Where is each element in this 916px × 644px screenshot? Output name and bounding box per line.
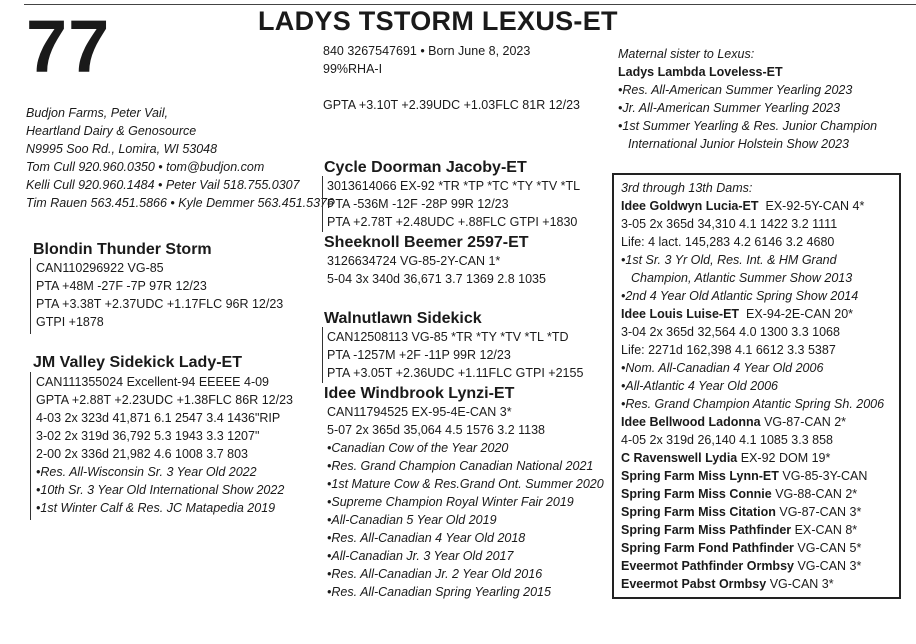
consignor-line: Tim Rauen 563.451.5866 • Kyle Demmer 563.451.5376 bbox=[26, 196, 334, 210]
dam-entry-class: EX-CAN 8* bbox=[794, 523, 858, 537]
dam-entry-class: VG-87-CAN 2* bbox=[764, 415, 847, 429]
dams-dam-details bbox=[327, 403, 604, 601]
dam-entry-class: VG-CAN 3* bbox=[797, 559, 862, 573]
sire-detail-line: PTA +48M -27F -7P 97R 12/23 bbox=[36, 279, 207, 293]
dam-entry-note: •Nom. All-Canadian 4 Year Old 2006 bbox=[621, 361, 824, 375]
consignor-line: Heartland Dairy & Genosource bbox=[26, 124, 197, 138]
top-rule bbox=[24, 4, 916, 5]
dam-note: •1st Winter Calf & Res. JC Matapedia 2019 bbox=[36, 501, 276, 515]
sire-details bbox=[36, 259, 283, 331]
dam-entry-short bbox=[621, 467, 884, 485]
sire-name: Blondin Thunder Storm bbox=[33, 241, 212, 258]
sires-sire-detail-line: PTA +2.78T +2.48UDC +.88FLC GTPI +1830 bbox=[327, 215, 578, 229]
dam-entry-note: •2nd 4 Year Old Atlantic Spring Show 2014 bbox=[621, 289, 859, 303]
registration-line: 840 3267547691 • Born June 8, 2023 bbox=[323, 44, 531, 58]
dam-entry-goldwyn bbox=[621, 197, 884, 215]
dam-entry-class: VG-CAN 5* bbox=[797, 541, 862, 555]
animal-name-title: LADYS TSTORM LEXUS-ET bbox=[258, 6, 618, 36]
dam-entry-name: Spring Farm Miss Connie bbox=[621, 487, 772, 501]
dams-dam-detail-line: 5-07 2x 365d 35,064 4.5 1576 3.2 1138 bbox=[327, 423, 546, 437]
dam-entry-record: Life: 2271d 162,398 4.1 6612 3.3 5387 bbox=[621, 343, 836, 357]
dam-entry-record: 3-04 2x 365d 32,564 4.0 1300 3.3 1068 bbox=[621, 325, 840, 339]
sires-sire-name: Cycle Doorman Jacoby-ET bbox=[324, 159, 527, 176]
dam-entry-louise bbox=[621, 305, 884, 323]
dams-dam-note: •Canadian Cow of the Year 2020 bbox=[327, 441, 509, 455]
dams-dam-name: Idee Windbrook Lynzi-ET bbox=[324, 385, 515, 402]
dams-dam-note: •Res. All-Canadian 4 Year Old 2018 bbox=[327, 531, 526, 545]
dam-entry-name: Spring Farm Miss Citation bbox=[621, 505, 776, 519]
lot-number: 77 bbox=[26, 5, 111, 88]
sires-sire-bracket bbox=[322, 176, 323, 232]
consignor-line: Budjon Farms, Peter Vail, bbox=[26, 106, 168, 120]
dam-detail-line: CAN111355024 Excellent-94 EEEEE 4-09 bbox=[36, 375, 270, 389]
dams-dam-note: •All-Canadian Jr. 3 Year Old 2017 bbox=[327, 549, 514, 563]
dam-entry-short bbox=[621, 539, 884, 557]
dams-sire-details bbox=[327, 328, 583, 382]
dam-entry-short bbox=[621, 485, 884, 503]
dam-entry-class: EX-92-5Y-CAN 4* bbox=[765, 199, 865, 213]
maternal-sister-heading: Maternal sister to Lexus: bbox=[618, 47, 755, 61]
dams-dam-note: •Res. All-Canadian Jr. 2 Year Old 2016 bbox=[327, 567, 543, 581]
dam-entry-class: VG-CAN 3* bbox=[769, 577, 834, 591]
dam-entry-note: •1st Sr. 3 Yr Old, Res. Int. & HM Grand bbox=[621, 253, 837, 267]
dams-dam-note: •Supreme Champion Royal Winter Fair 2019 bbox=[327, 495, 574, 509]
sires-sire-detail-line: 3013614066 EX-92 *TR *TP *TC *TY *TV *TL bbox=[327, 179, 581, 193]
sires-sire-details bbox=[327, 177, 580, 231]
dams-dam-note: •All-Canadian 5 Year Old 2019 bbox=[327, 513, 497, 527]
maternal-sister-note: •Res. All-American Summer Yearling 2023 bbox=[618, 83, 853, 97]
dam-entry-name: Idee Louis Luise-ET bbox=[621, 307, 740, 321]
sire-detail-line: PTA +3.38T +2.37UDC +1.17FLC 96R 12/23 bbox=[36, 297, 284, 311]
dam-entry-name: Eveermot Pabst Ormbsy bbox=[621, 577, 767, 591]
dam-entry-record: Life: 4 lact. 145,283 4.2 6146 3.2 4680 bbox=[621, 235, 835, 249]
dam-entry-note: •All-Atlantic 4 Year Old 2006 bbox=[621, 379, 779, 393]
dams-dam-detail-line: CAN11794525 EX-95-4E-CAN 3* bbox=[327, 405, 512, 419]
dam-entry-name: Spring Farm Miss Lynn-ET bbox=[621, 469, 779, 483]
dam-entry-name: Spring Farm Fond Pathfinder bbox=[621, 541, 794, 555]
sires-sire-detail-line: PTA -536M -12F -28P 99R 12/23 bbox=[327, 197, 509, 211]
consignor-line: N9995 Soo Rd., Lomira, WI 53048 bbox=[26, 142, 218, 156]
dam-entry-note: Champion, Atlantic Summer Show 2013 bbox=[631, 271, 853, 285]
sire-bracket bbox=[30, 258, 31, 334]
consignor-block bbox=[26, 104, 334, 212]
dams-box-heading: 3rd through 13th Dams: bbox=[621, 181, 753, 195]
dam-entry-class: EX-92 DOM 19* bbox=[740, 451, 831, 465]
sire-detail-line: CAN110296922 VG-85 bbox=[36, 261, 164, 275]
dam-note: •Res. All-Wisconsin Sr. 3 Year Old 2022 bbox=[36, 465, 257, 479]
dams-box-content bbox=[621, 179, 884, 593]
dams-dam-note: •Res. Grand Champion Canadian National 2021 bbox=[327, 459, 594, 473]
dams-dam-note: •1st Mature Cow & Res.Grand Ont. Summer 2020 bbox=[327, 477, 604, 491]
dam-entry-record: 3-05 2x 365d 34,310 4.1 1422 3.2 1111 bbox=[621, 217, 838, 231]
maternal-sister-note: International Junior Holstein Show 2023 bbox=[628, 137, 849, 151]
dam-entry-short bbox=[621, 575, 884, 593]
dam-entry-short bbox=[621, 557, 884, 575]
dams-sire-detail-line: PTA +3.05T +2.36UDC +1.11FLC GTPI +2155 bbox=[327, 366, 584, 380]
dam-entry-name: Idee Goldwyn Lucia-ET bbox=[621, 199, 759, 213]
dam-entry-name: Idee Bellwood Ladonna bbox=[621, 415, 761, 429]
dams-sire-detail-line: PTA -1257M +2F -11P 99R 12/23 bbox=[327, 348, 511, 362]
dam-detail-line: 2-00 2x 336d 21,982 4.6 1008 3.7 803 bbox=[36, 447, 248, 461]
dams-sire-detail-line: CAN12508113 VG-85 *TR *TY *TV *TL *TD bbox=[327, 330, 569, 344]
dam-entry-ladonna bbox=[621, 413, 884, 431]
maternal-sister-note: •1st Summer Yearling & Res. Junior Champion bbox=[618, 119, 878, 133]
breed-percent: 99%RHA-I bbox=[323, 62, 383, 76]
dam-entry-short bbox=[621, 503, 884, 521]
dam-detail-line: 4-03 2x 323d 41,871 6.1 2547 3.4 1436"RIP bbox=[36, 411, 281, 425]
maternal-sister-note: •Jr. All-American Summer Yearling 2023 bbox=[618, 101, 841, 115]
dam-detail-line: 3-02 2x 319d 36,792 5.3 1943 3.3 1207" bbox=[36, 429, 260, 443]
dam-entry-class: VG-88-CAN 2* bbox=[775, 487, 858, 501]
dam-detail-line: GPTA +2.88T +2.23UDC +1.38FLC 86R 12/23 bbox=[36, 393, 293, 407]
dam-entry-name: Spring Farm Miss Pathfinder bbox=[621, 523, 792, 537]
dams-dam-note: •Res. All-Canadian Spring Yearling 2015 bbox=[327, 585, 551, 599]
dam-entry-short bbox=[621, 449, 884, 467]
dam-entry-short bbox=[621, 521, 884, 539]
gpta-line: GPTA +3.10T +2.39UDC +1.03FLC 81R 12/23 bbox=[323, 98, 580, 112]
consignor-line: Tom Cull 920.960.0350 • tom@budjon.com bbox=[26, 160, 265, 174]
dam-bracket bbox=[30, 372, 31, 520]
dam-entry-class: VG-87-CAN 3* bbox=[779, 505, 862, 519]
dam-entry-name: Eveermot Pathfinder Ormbsy bbox=[621, 559, 794, 573]
maternal-sister-block bbox=[618, 45, 877, 153]
dam-name: JM Valley Sidekick Lady-ET bbox=[33, 354, 242, 371]
sires-dam-details bbox=[327, 252, 546, 288]
dams-sire-bracket bbox=[322, 327, 323, 383]
dam-entry-class: VG-85-3Y-CAN bbox=[782, 469, 868, 483]
sire-detail-line: GTPI +1878 bbox=[36, 315, 104, 329]
sires-dam-detail-line: 3126634724 VG-85-2Y-CAN 1* bbox=[327, 254, 501, 268]
consignor-line: Kelli Cull 920.960.1484 • Peter Vail 518.755.0307 bbox=[26, 178, 300, 192]
dam-entry-record: 4-05 2x 319d 26,140 4.1 1085 3.3 858 bbox=[621, 433, 833, 447]
dam-entry-note: •Res. Grand Champion Atantic Spring Sh. 2006 bbox=[621, 397, 885, 411]
dam-details bbox=[36, 373, 293, 517]
dam-entry-name: C Ravenswell Lydia bbox=[621, 451, 738, 465]
dams-sire-name: Walnutlawn Sidekick bbox=[324, 310, 482, 327]
sires-dam-name: Sheeknoll Beemer 2597-ET bbox=[324, 234, 529, 251]
sires-dam-detail-line: 5-04 3x 340d 36,671 3.7 1369 2.8 1035 bbox=[327, 272, 546, 286]
dam-note: •10th Sr. 3 Year Old International Show 2022 bbox=[36, 483, 285, 497]
maternal-sister-name: Ladys Lambda Loveless-ET bbox=[618, 65, 783, 79]
dam-entry-class: EX-94-2E-CAN 20* bbox=[746, 307, 854, 321]
